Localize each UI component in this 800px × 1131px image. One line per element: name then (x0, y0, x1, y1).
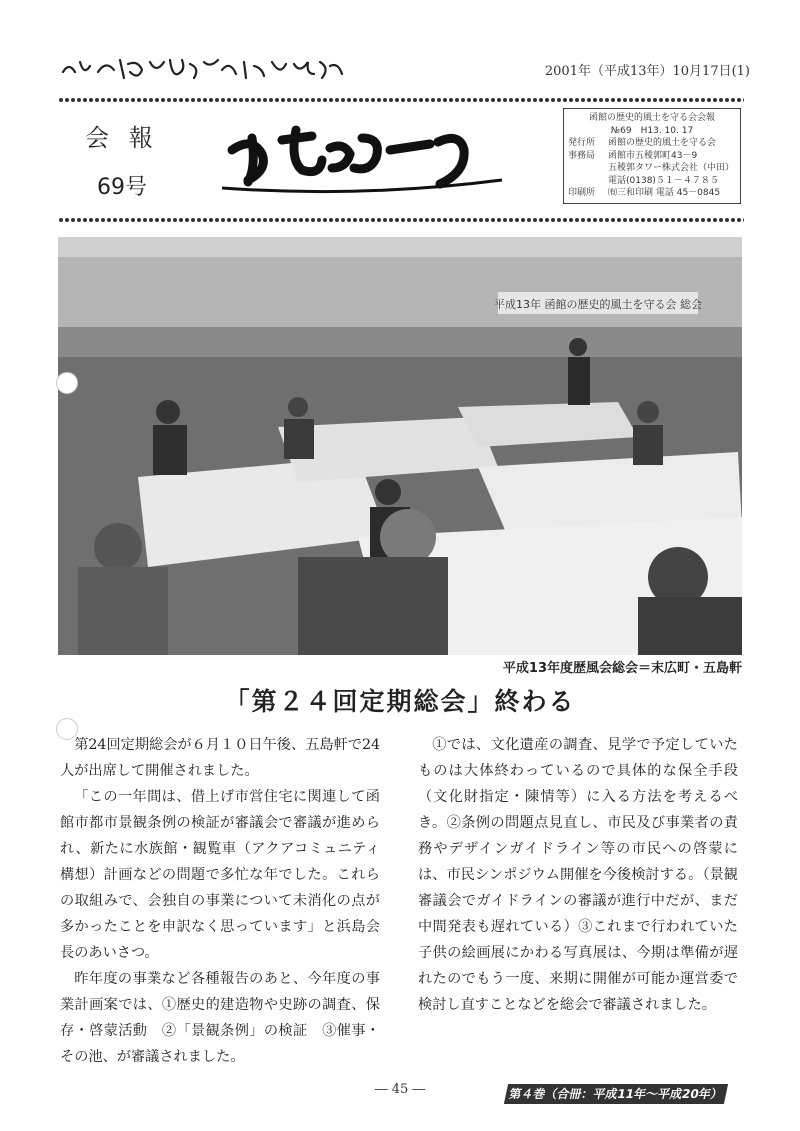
photo-banner-text: 平成13年 函館の歴史的風土を守る会 総会 (494, 298, 702, 311)
bulletin-label: 会 報 (85, 124, 159, 152)
top-dotted-rule (58, 96, 744, 104)
info-row: 事務局 函館市五稜郭町43－9 (568, 150, 698, 161)
paragraph: 昨年度の事業など各種報告のあと、今年度の事業計画案では、①歴史的建造物や史跡の調査、保存・啓蒙活動 ②「景観条例」の検証 ③催事・その池、が審議されました。 (60, 971, 380, 1065)
paragraph: ①では、文化遺産の調査、見学で予定していたものは大体終わっているので具体的な保全手段（文化財指定・陳情等）に入る方法を考えるべき。②条例の問題点見直し、市民及び事業者の責務やデザインガイドライン等の市民への啓蒙には、市民シンポジウム開催を今後検討する。（景観審議会でガイドラインの審議が進行中だが、まだ中間発表も遅れている）③これまで行われていた子供の絵画展にかわる写真展は、今期は準備が遅れたのでもう一度、来期に開催が可能か運営委で検討し直すことなどを総会で審議されました。 (418, 737, 738, 1013)
slogan-calligraphy (58, 54, 348, 82)
bottom-dotted-rule (58, 216, 744, 224)
info-row: 五稜郭タワー株式会社（中田） (608, 163, 735, 173)
info-number-date: №69 H13. 10. 17 (610, 125, 694, 136)
article-column-right (418, 732, 738, 1018)
masthead-logo (212, 108, 512, 204)
article-column-left (60, 732, 380, 1070)
binder-hole (56, 718, 78, 740)
info-row: 発行所 函館の歴史的風土を守る会 (568, 138, 717, 148)
publisher-info-box (563, 108, 741, 204)
info-org: 函館の歴史的風土を守る会会報 (588, 113, 715, 123)
info-row: 電話(0138)５１－４７８５ (608, 175, 719, 186)
paragraph: 「この一年間は、借上げ市営住宅に関連して函館市都市景観条例の検証が審議会で審議が進められ、新たに水族館・観覧車（アクアコミュニティ構想）計画などの問題で多忙な年でした。これらの取組みで、会独自の事業について未消化の点が多かったことを申訳なく思っています」と浜島会長のあいさつ。 (60, 789, 380, 961)
info-row: 印刷所 ㈲三和印刷 電話 45－0845 (568, 188, 721, 198)
photo-caption: 平成13年度歴風会総会＝末広町・五島軒 (502, 661, 742, 676)
issue-number: 69号 (97, 175, 147, 200)
publication-date: 2001年（平成13年）10月17日(1) (544, 64, 750, 79)
article-headline: 「第２４回定期総会」終わる (224, 687, 576, 716)
binder-hole (56, 372, 78, 394)
volume-label: 第４巻（合冊：平成11年～平成20年） (504, 1084, 728, 1104)
page-number: ― 45 ― (374, 1082, 426, 1097)
meeting-photo (58, 237, 742, 655)
paragraph: 第24回定期総会が６月１０日午後、五島軒で24人が出席して開催されました。 (60, 737, 380, 779)
